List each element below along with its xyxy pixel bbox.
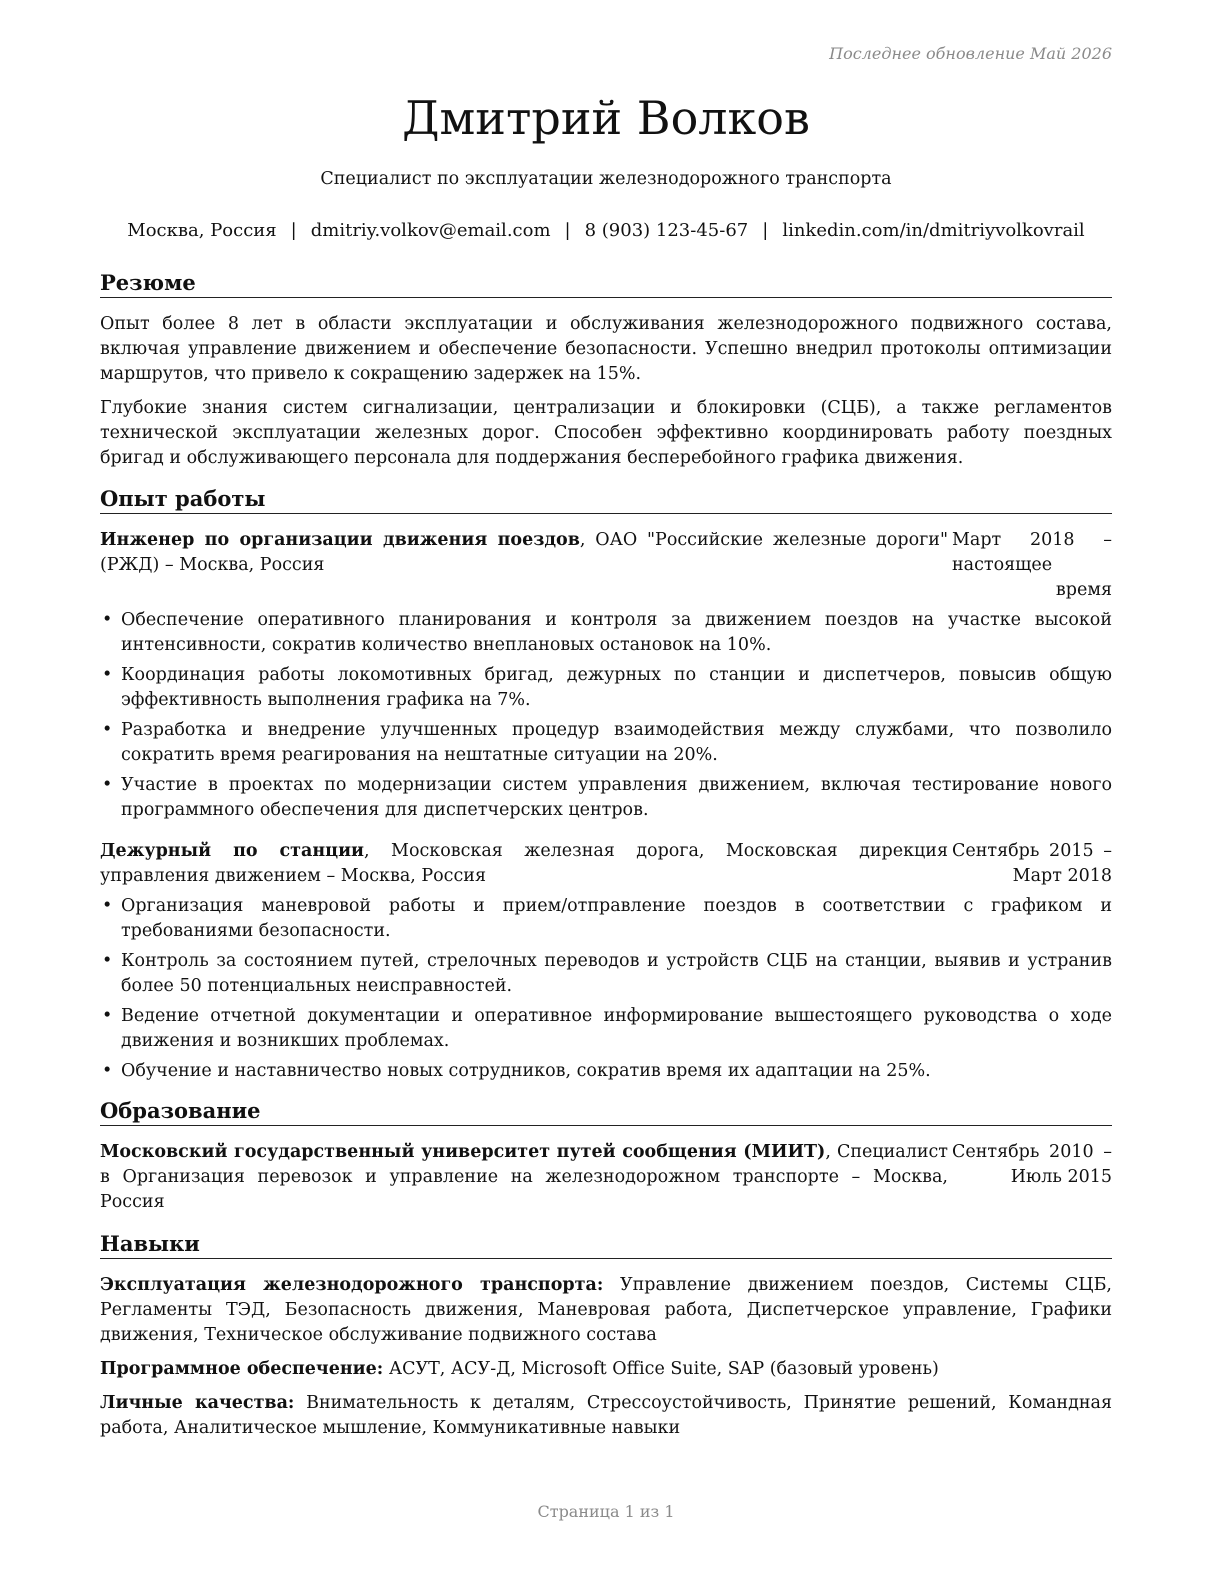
- education-title-line: [100, 1140, 948, 1215]
- job-dates: Март 2018 – настоящее время: [952, 530, 1112, 600]
- summary-section: [100, 270, 1112, 471]
- job-organization: , Московская железная дорога, Московская дирекция управления движением – Москва, Россия: [100, 841, 948, 886]
- contact-separator: |: [290, 220, 297, 241]
- skill-group: [100, 1273, 1112, 1348]
- list-item: • Разработка и внедрение улучшенных процедур взаимодействия между службами, что позволило сократить время реагирования на нештатные ситуации на 20%.: [100, 718, 1112, 768]
- education-detail: , Специалист в Организация перевозок и управление на железнодорожном транспорте – Москва, Россия: [100, 1142, 948, 1212]
- education-entry: [100, 1140, 1112, 1215]
- experience-section: [100, 486, 1112, 1084]
- contact-separator: |: [564, 220, 571, 241]
- education-school: Московский государственный университет путей сообщения (МИИТ): [100, 1142, 826, 1162]
- section-heading: Образование: [100, 1098, 1112, 1126]
- resume-page: [100, 0, 1112, 1584]
- skill-group-label: Программное обеспечение:: [100, 1359, 384, 1379]
- job-role: Инженер по организации движения поездов: [100, 530, 580, 550]
- skill-group-text: Внимательность к деталям, Стрессоустойчивость, Принятие решений, Командная работа, Аналитическое мышление, Коммуникативные навыки: [100, 1393, 1112, 1438]
- skill-group-text: АСУТ, АСУ-Д, Microsoft Office Suite, SAP (базовый уровень): [383, 1359, 939, 1379]
- list-item: • Обучение и наставничество новых сотрудников, сократив время их адаптации на 25%.: [100, 1059, 1112, 1084]
- job-organization: , ОАО "Российские железные дороги" (РЖД) – Москва, Россия: [100, 530, 948, 575]
- skill-group-label: Эксплуатация железнодорожного транспорта:: [100, 1275, 604, 1295]
- contact-phone[interactable]: 8 (903) 123-45-67: [584, 220, 749, 241]
- list-item: • Организация маневровой работы и прием/отправление поездов в соответствии с графиком и требованиями безопасности.: [100, 894, 1112, 944]
- section-heading: Опыт работы: [100, 486, 1112, 514]
- job-role: Дежурный по станции: [100, 841, 365, 861]
- job-entry: [100, 528, 1112, 823]
- job-header: [100, 839, 1112, 889]
- contact-separator: |: [762, 220, 769, 241]
- contact-email[interactable]: dmitriy.volkov@email.com: [310, 220, 551, 241]
- skill-group-text: Управление движением поездов, Системы СЦБ, Регламенты ТЭД, Безопасность движения, Маневровая работа, Диспетчерское управление, Графики движения, Техническое обслуживание подвижного состава: [100, 1275, 1112, 1345]
- resume-body: [100, 270, 1112, 1441]
- list-item: • Контроль за состоянием путей, стрелочных переводов и устройств СЦБ на станции, выявив и устранив более 50 потенциальных неисправностей.: [100, 949, 1112, 999]
- summary-paragraph: Опыт более 8 лет в области эксплуатации и обслуживания железнодорожного подвижного состава, включая управление движением и обеспечение безопасности. Успешно внедрил протоколы оптимизации маршрутов, что привело к сокращению задержек на 15%.: [100, 314, 1112, 384]
- education-dates: Сентябрь 2010 – Июль 2015: [952, 1142, 1112, 1187]
- section-heading: Резюме: [100, 270, 1112, 298]
- job-title-line: [100, 839, 948, 889]
- skill-group: [100, 1357, 1112, 1382]
- section-heading: Навыки: [100, 1231, 1112, 1259]
- job-bullets: [100, 608, 1112, 823]
- contact-location: Москва, Россия: [127, 220, 277, 241]
- contact-linkedin[interactable]: linkedin.com/in/dmitriyvolkovrail: [782, 220, 1085, 241]
- list-item: • Участие в проектах по модернизации систем управления движением, включая тестирование нового программного обеспечения для диспетчерских центров.: [100, 773, 1112, 823]
- job-header: [100, 528, 1112, 603]
- contact-line: [80, 219, 1132, 243]
- education-section: [100, 1098, 1112, 1215]
- job-entry: [100, 839, 1112, 1084]
- skills-section: [100, 1231, 1112, 1441]
- list-item: • Обеспечение оперативного планирования и контроля за движением поездов на участке высокой интенсивности, сократив количество внеплановых остановок на 10%.: [100, 608, 1112, 658]
- skill-group-label: Личные качества:: [100, 1393, 295, 1413]
- summary-paragraph: Глубокие знания систем сигнализации, централизации и блокировки (СЦБ), а также регламентов технической эксплуатации железных дорог. Способен эффективно координировать работу поездных бригад и обслуживающего персонала для поддержания бесперебойного графика движения.: [100, 398, 1112, 468]
- candidate-name: Дмитрий Волков: [402, 91, 810, 145]
- list-item: • Координация работы локомотивных бригад, дежурных по станции и диспетчеров, повысив общую эффективность выполнения графика на 7%.: [100, 663, 1112, 713]
- page-number: Страница 1 из 1: [537, 1502, 675, 1521]
- last-updated: Последнее обновление Май 2026: [829, 44, 1112, 63]
- list-item: • Ведение отчетной документации и оперативное информирование вышестоящего руководства о ходе движения и возникших проблемах.: [100, 1004, 1112, 1054]
- job-bullets: [100, 894, 1112, 1084]
- candidate-title: Специалист по эксплуатации железнодорожного транспорта: [320, 169, 892, 189]
- skill-group: [100, 1391, 1112, 1441]
- job-title-line: [100, 528, 948, 603]
- job-dates: Сентябрь 2015 – Март 2018: [952, 841, 1112, 886]
